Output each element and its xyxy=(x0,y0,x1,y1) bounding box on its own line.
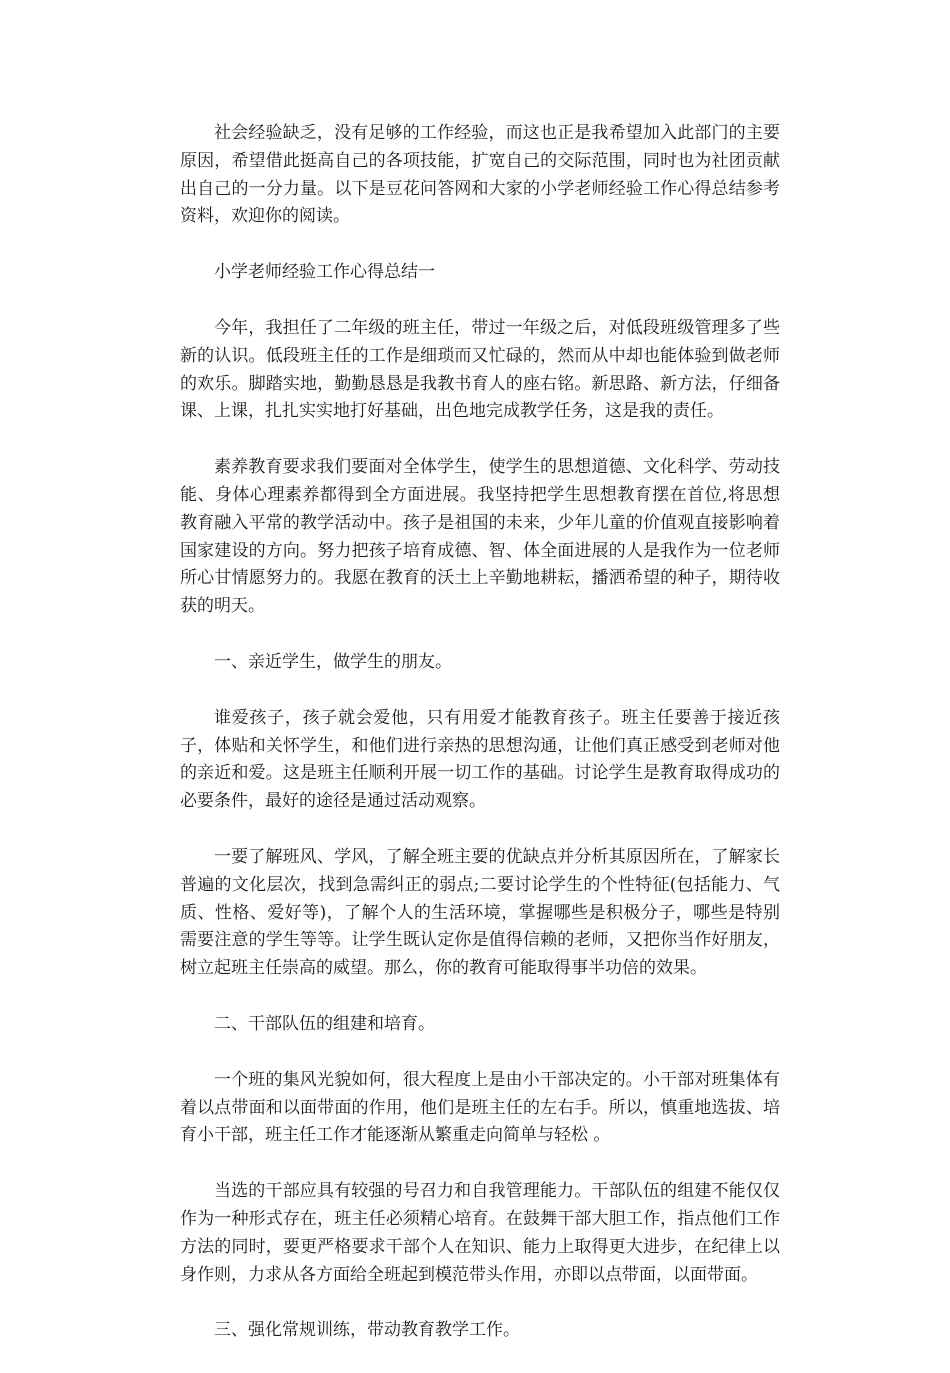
heading-1: 一、亲近学生，做学生的朋友。 xyxy=(214,651,452,672)
intro-paragraph: 社会经验缺乏，没有足够的工作经验，而这也正是我希望加入此部门的主要原因，希望借此挺高自己的各项技能，扩宽自己的交际范围，同时也为社团贡献出自己的一分力量。以下是豆花问答网和大家的小学老师经验工作心得总结参考资料，欢迎你的阅读。 xyxy=(180,123,780,227)
heading-2: 二、干部队伍的组建和培育。 xyxy=(214,1013,435,1034)
paragraph-5: 一个班的集风光貌如何，很大程度上是由小干部决定的。小干部对班集体有着以点带面和以面带面的作用，他们是班主任的左右手。所以，慎重地选拔、培育小干部，班主任工作才能逐渐从繁重走向简单与轻松 。 xyxy=(180,1069,780,1146)
document-page xyxy=(180,120,780,1373)
paragraph-3: 谁爱孩子，孩子就会爱他，只有用爱才能教育孩子。班主任要善于接近孩子，体贴和关怀学生，和他们进行亲热的思想沟通，让他们真正感受到老师对他的亲近和爱。这是班主任顺利开展一切工作的基础。讨论学生是教育取得成功的必要条件，最好的途径是通过活动观察。 xyxy=(180,707,780,812)
paragraph-6: 当选的干部应具有较强的号召力和自我管理能力。干部队伍的组建不能仅仅作为一种形式存在，班主任必须精心培育。在鼓舞干部大胆工作，指点他们工作方法的同时，要更严格要求干部个人在知识、能力上取得更大进步，在纪律上以身作则，力求从各方面给全班起到模范带头作用，亦即以点带面，以面带面。 xyxy=(180,1181,780,1285)
section-title: 小学老师经验工作心得总结一 xyxy=(214,262,435,283)
paragraph-2: 素养教育要求我们要面对全体学生，使学生的思想道德、文化科学、劳动技能、身体心理素养都得到全方面进展。我坚持把学生思想教育摆在首位,将思想教育融入平常的教学活动中。孩子是祖国的未来，少年儿童的价值观直接影响着国家建设的方向。努力把孩子培育成德、智、体全面进展的人是我作为一位老师所心甘情愿努力的。我愿在教育的沃土上辛勤地耕耘，播洒希望的种子，期待收获的明天。 xyxy=(180,457,780,617)
heading-3: 三、强化常规训练，带动教育教学工作。 xyxy=(214,1320,520,1341)
paragraph-4: 一要了解班风、学风，了解全班主要的优缺点并分析其原因所在，了解家长普遍的文化层次，找到急需纠正的弱点;二要讨论学生的个性特征(包括能力、气质、性格、爱好等)，了解个人的生活环境，掌握哪些是积极分子，哪些是特别需要注意的学生等等。让学生既认定你是值得信赖的老师，又把你当作好朋友，树立起班主任崇高的威望。那么，你的教育可能取得事半功倍的效果。 xyxy=(180,846,780,979)
paragraph-1: 今年，我担任了二年级的班主任，带过一年级之后，对低段班级管理多了些新的认识。低段班主任的工作是细琐而又忙碌的，然而从中却也能体验到做老师的欢乐。脚踏实地，勤勤恳恳是我教书育人的座右铭。新思路、新方法，仔细备课、上课，扎扎实实地打好基础，出色地完成教学任务，这是我的责任。 xyxy=(180,317,780,422)
